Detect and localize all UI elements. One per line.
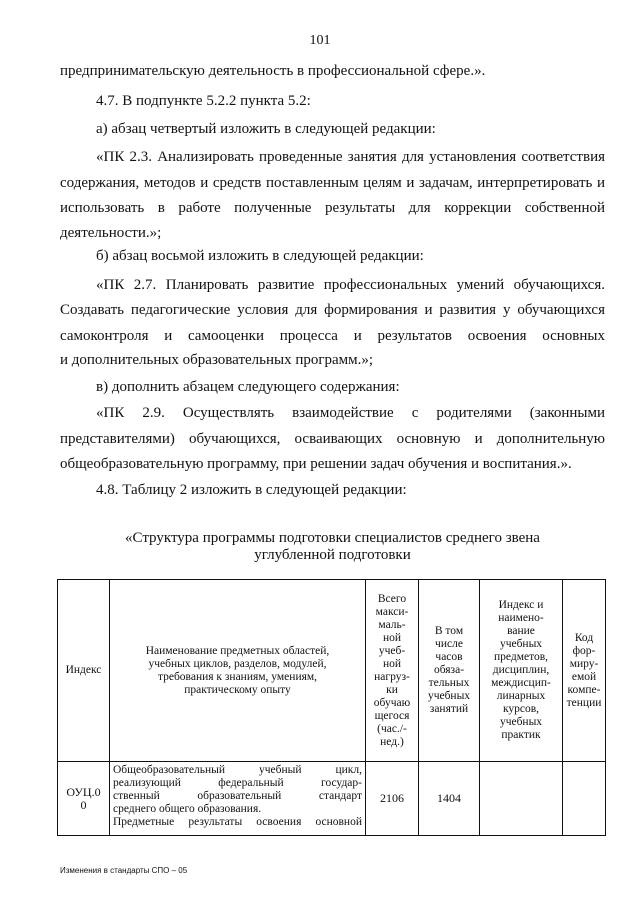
text-line: а) абзац четвертый изложить в следующей редакции: — [96, 121, 436, 137]
header-max-hours-line: макси- — [375, 605, 409, 618]
header-max-hours-line: Всего — [377, 592, 407, 605]
header-course-index-line: курсов, — [502, 703, 540, 715]
header-max-hours — [366, 580, 419, 762]
header-max-hours-line: маль- — [378, 618, 406, 631]
text-line: общеобразовательную программу, при решении задач обучения и воспитания.». — [60, 456, 572, 472]
text-line: «ПК 2.7. Планировать развитие профессиональных умений обучающихся. — [96, 277, 605, 293]
header-mandatory-hours-line: обяза- — [433, 664, 465, 676]
header-mandatory-hours-line: часов — [435, 651, 463, 663]
text-line: «ПК 2.9. Осуществлять взаимодействие с родителями (законными — [96, 405, 605, 421]
text-line: в) дополнить абзацем следующего содержания: — [96, 379, 400, 395]
cell-course-index — [480, 762, 563, 836]
text-line: использовать в работе полученные результаты для коррекции собственной — [60, 200, 605, 216]
text-line: представителями) обучающихся, осваивающих основную и дополнительную — [60, 431, 605, 447]
text-line: самоконтроля и самооценки процесса и результатов освоения основных — [60, 328, 605, 344]
header-competence-code-line: емой — [571, 670, 597, 683]
header-course-index-line: Индекс и — [498, 599, 544, 611]
footer-note: Изменения в стандарты СПО – 05 — [60, 866, 188, 875]
header-max-hours-line: обучаю — [373, 696, 411, 709]
header-mandatory-hours-line: числе — [435, 638, 463, 650]
text-line: 4.7. В подпункте 5.2.2 пункта 5.2: — [96, 93, 311, 109]
header-competence-code-line: фор- — [572, 644, 596, 657]
table-row — [58, 762, 606, 836]
cell-competence-code — [563, 762, 606, 836]
header-name-line: учебных циклов, разделов, модулей, — [148, 657, 327, 670]
text-line: и дополнительных образовательных программ.»; — [60, 352, 374, 368]
table-header-row — [58, 580, 606, 762]
header-course-index-line: практик — [501, 729, 541, 741]
header-max-hours-line: учеб- — [378, 644, 406, 657]
header-mandatory-hours — [419, 580, 480, 762]
header-max-hours-line: (час./- — [377, 722, 407, 735]
text-line: б) абзац восьмой изложить в следующей редакции: — [96, 248, 424, 264]
cell-name-line: ственный образовательный стандарт — [113, 790, 362, 802]
cell-index — [58, 762, 110, 836]
page-number: 101 — [309, 33, 331, 48]
header-competence-code-line: тенции — [566, 696, 602, 709]
header-mandatory-hours-line: учебных — [427, 690, 471, 702]
cell-name — [110, 762, 366, 836]
header-course-index-line: вание — [507, 625, 535, 637]
header-index: Индекс — [58, 580, 110, 762]
program-structure-table — [57, 579, 606, 836]
header-mandatory-hours-line: В том — [434, 625, 464, 637]
text-line: «ПК 2.3. Анализировать проведенные занятия для установления соответствия — [96, 149, 605, 165]
header-max-hours-line: ки — [386, 683, 398, 696]
header-course-index-line: линарных — [496, 690, 546, 702]
cell-max-hours: 2106 — [366, 762, 419, 836]
cell-index-line: 0 — [80, 797, 87, 812]
cell-name-line: Общеобразовательный учебный цикл, — [113, 764, 362, 776]
header-max-hours-line: щегося — [374, 709, 410, 722]
header-course-index-line: учебных — [499, 638, 543, 650]
text-line: предпринимательскую деятельность в профессиональной сфере.». — [60, 63, 486, 79]
header-course-index-line: дисциплин, — [492, 664, 550, 676]
text-line: Создавать педагогические условия для формирования и развития у обучающихся — [60, 302, 605, 318]
header-course-index-line: наимено- — [498, 612, 544, 624]
header-course-index — [480, 580, 563, 762]
cell-name-line: среднего общего образования. — [113, 803, 262, 815]
header-competence-code-line: компе- — [567, 683, 601, 696]
header-name-line: Наименование предметных областей, — [145, 644, 330, 657]
header-course-index-line: предметов, — [493, 651, 549, 663]
header-mandatory-hours-line: тельных — [428, 677, 470, 689]
header-name — [110, 580, 366, 762]
table-title-line-1: «Структура программы подготовки специалистов среднего звена — [125, 530, 540, 546]
cell-name-line: реализующий федеральный государ- — [113, 777, 362, 789]
header-max-hours-line: ной — [382, 631, 402, 644]
cell-index-line: ОУЦ.0 — [66, 784, 101, 799]
header-max-hours-line: ной — [382, 657, 402, 670]
header-max-hours-line: нагруз- — [374, 670, 410, 683]
header-mandatory-hours-line: занятий — [429, 703, 469, 715]
text-line: содержания, методов и средств поставленным целям и задачам, интерпретировать и — [60, 175, 605, 191]
header-name-line: требования к знаниям, умениям, — [157, 670, 318, 683]
header-course-index-line: междисцип- — [491, 677, 551, 689]
table-title-line-2: углубленной подготовки — [254, 547, 411, 563]
cell-mandatory-hours: 1404 — [419, 762, 480, 836]
text-line: деятельности.»; — [60, 225, 162, 241]
text-line: 4.8. Таблицу 2 изложить в следующей редакции: — [96, 482, 407, 498]
header-course-index-line: учебных — [499, 716, 543, 728]
header-competence-code — [563, 580, 606, 762]
cell-name-line: Предметные результаты освоения основной — [113, 816, 362, 828]
header-competence-code-line: Код — [574, 631, 594, 644]
header-name-line: практическому опыту — [184, 683, 291, 696]
header-max-hours-line: нед.) — [380, 735, 404, 748]
header-competence-code-line: миру- — [569, 657, 599, 670]
